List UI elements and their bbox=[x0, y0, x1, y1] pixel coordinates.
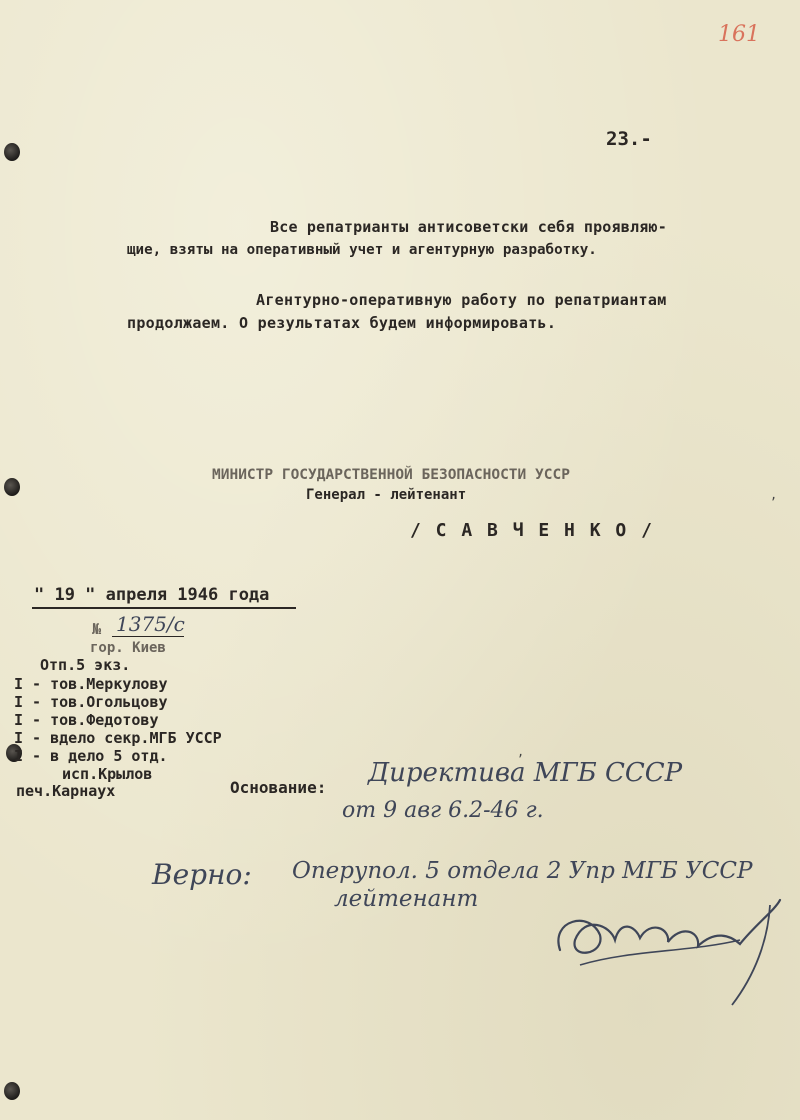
basis-handwritten-line2: от 9 авг 6.2-46 г. bbox=[342, 798, 544, 823]
paragraph2-line1: Агентурно-оперативную работу по репатриантам bbox=[256, 291, 667, 309]
punch-hole-icon bbox=[4, 478, 20, 496]
executor: исп.Крылов bbox=[62, 765, 153, 783]
date-underline bbox=[32, 607, 296, 609]
distribution-item: I - тов.Меркулову bbox=[14, 675, 168, 693]
distribution-item: I - вдело секр.МГБ УССР bbox=[14, 729, 222, 747]
typist: печ.Карнаух bbox=[16, 782, 116, 800]
paragraph2-line2: продолжаем. О результатах будем информировать. bbox=[127, 314, 557, 332]
doc-number-handwritten: 1375/с bbox=[116, 612, 185, 636]
doc-number-prefix: № bbox=[92, 620, 102, 638]
distribution-item: I - в дело 5 отд. bbox=[14, 747, 168, 765]
stray-mark: , bbox=[517, 745, 525, 759]
paragraph1-line2: щие, взяты на оперативный учет и агентурную разработку. bbox=[127, 242, 597, 258]
page-number: 23.- bbox=[606, 128, 652, 150]
paragraph1-line1: Все репатрианты антисоветски себя проявляю- bbox=[270, 218, 667, 236]
signatory-rank: Генерал - лейтенант bbox=[306, 487, 467, 503]
punch-hole-icon bbox=[4, 1082, 20, 1100]
archive-page-number: 161 bbox=[718, 22, 760, 47]
doc-city: гор. Киев bbox=[90, 640, 166, 656]
signatory-name: / С А В Ч Е Н К О / bbox=[410, 520, 654, 541]
doc-number-underline bbox=[112, 636, 184, 637]
verification-label: Верно: bbox=[152, 858, 252, 891]
basis-handwritten-line1: Директива МГБ СССР bbox=[368, 758, 683, 788]
distribution-item: I - тов.Огольцову bbox=[14, 693, 168, 711]
punch-hole-icon bbox=[4, 143, 20, 161]
copies-header: Отп.5 экз. bbox=[40, 656, 131, 674]
handwritten-signature bbox=[540, 880, 790, 1010]
verification-line2: лейтенант bbox=[334, 886, 479, 912]
signatory-title: МИНИСТР ГОСУДАРСТВЕННОЙ БЕЗОПАСНОСТИ УССР bbox=[212, 467, 570, 483]
basis-label: Основание: bbox=[230, 778, 327, 797]
document-date: " 19 " апреля 1946 года bbox=[34, 585, 270, 605]
distribution-item: I - тов.Федотову bbox=[14, 711, 159, 729]
verification-line1: Оперупол. 5 отдела 2 Упр МГБ УССР bbox=[292, 858, 753, 884]
stray-mark: , bbox=[770, 488, 778, 502]
